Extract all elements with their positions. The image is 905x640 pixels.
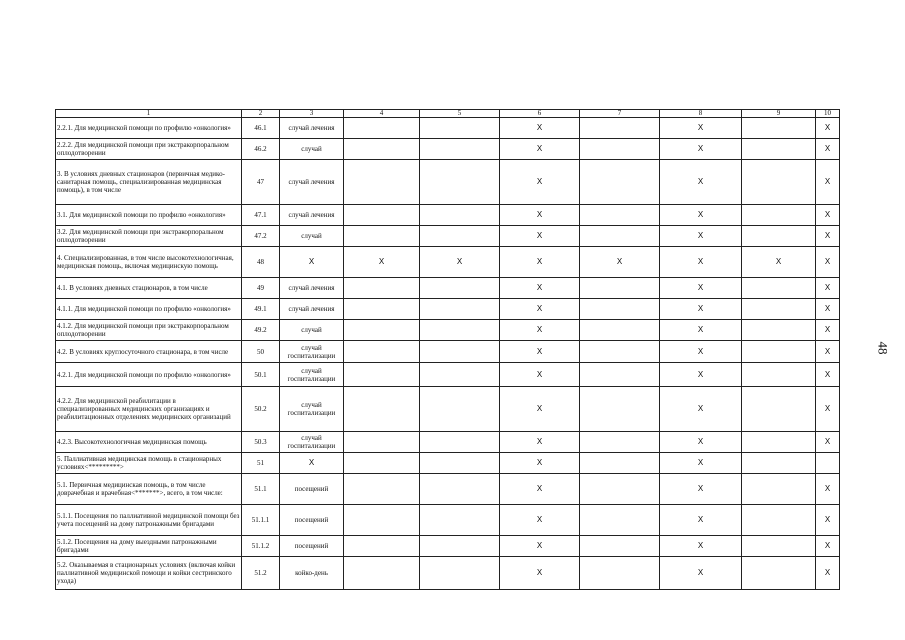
table-cell: X [500,387,580,432]
table-cell [420,505,500,536]
table-cell: 51.1 [242,474,280,505]
table-cell [742,505,816,536]
table-cell [344,341,420,363]
table-cell: X [500,299,580,320]
table-cell [344,139,420,160]
table-row [56,505,840,536]
table-cell [420,118,500,139]
table-cell: 3.2. Для медицинской помощи при экстракорпоральном оплодотворении [56,226,242,247]
table-cell: случай [280,320,344,341]
table-cell [344,278,420,299]
table-cell [580,453,660,474]
table-cell: 50 [242,341,280,363]
table-cell: X [816,387,840,432]
table-cell: койко-день [280,557,344,590]
table-cell: X [500,536,580,557]
table-cell: X [816,536,840,557]
table-cell: X [816,363,840,387]
table-cell [344,299,420,320]
table-cell: 4. Специализированная, в том числе высокотехнологичная, медицинская помощь, включая медицинскую помощь [56,247,242,278]
table-cell: 4.2.2. Для медицинской реабилитации в специализированных медицинских организациях и реабилитационных отделениях медицинских организаций [56,387,242,432]
table-cell: 51 [242,453,280,474]
table-cell: X [816,505,840,536]
table-cell: 51.1.2 [242,536,280,557]
table-cell: случай госпитализации [280,432,344,453]
table-row [56,118,840,139]
table-cell: X [660,160,742,205]
table-cell: 4.2.3. Высокотехнологичная медицинская помощь [56,432,242,453]
table-cell [420,320,500,341]
table-cell [742,474,816,505]
header-cell-1: 1 [56,110,242,118]
table-cell [580,299,660,320]
table-cell [344,205,420,226]
table-cell [344,474,420,505]
table-cell: X [500,205,580,226]
table-cell: X [420,247,500,278]
table-cell: X [280,247,344,278]
table-cell [420,226,500,247]
table-cell: X [816,226,840,247]
table-row [56,387,840,432]
table-cell: посещений [280,536,344,557]
table-cell: 4.1.1. Для медицинской помощи по профилю «онкология» [56,299,242,320]
table-cell [420,139,500,160]
table-row [56,320,840,341]
table-cell [420,363,500,387]
table-cell: X [500,320,580,341]
table-cell [580,557,660,590]
table-cell: X [500,453,580,474]
table-cell [344,505,420,536]
table-cell: X [500,278,580,299]
table-cell [420,453,500,474]
table-cell [580,320,660,341]
table-cell: 4.2.1. Для медицинской помощи по профилю «онкология» [56,363,242,387]
table-cell: X [660,505,742,536]
table-row [56,363,840,387]
table-cell: 47 [242,160,280,205]
table-cell: случай [280,139,344,160]
table-cell: случай госпитализации [280,363,344,387]
table-cell [742,139,816,160]
table-cell [742,320,816,341]
table-cell: X [660,432,742,453]
table-cell: X [816,205,840,226]
table-row [56,278,840,299]
header-cell-3: 3 [280,110,344,118]
table-cell [344,363,420,387]
table-cell: X [660,474,742,505]
table-cell [420,278,500,299]
table-cell: X [500,341,580,363]
table-cell [742,278,816,299]
table-cell: 5.1. Первичная медицинская помощь, в том числе доврачебная и врачебная<*******>, всего, в том числе: [56,474,242,505]
table-row [56,299,840,320]
table-cell [420,536,500,557]
table-cell: случай госпитализации [280,387,344,432]
table-cell: X [660,387,742,432]
table-cell: случай лечения [280,160,344,205]
table-cell: 47.1 [242,205,280,226]
table-cell: X [660,320,742,341]
table-cell: X [500,226,580,247]
table-cell: посещений [280,474,344,505]
table-cell [742,205,816,226]
table-cell [580,536,660,557]
table-row [56,474,840,505]
table-cell: X [500,474,580,505]
table-row [56,453,840,474]
table-cell: X [816,320,840,341]
table-cell: X [500,557,580,590]
document-table [55,109,840,590]
table-cell [420,205,500,226]
table-cell: X [660,557,742,590]
table-cell: 50.1 [242,363,280,387]
table-cell [580,505,660,536]
table-cell [742,160,816,205]
header-cell-2: 2 [242,110,280,118]
table-cell [742,432,816,453]
table-cell: 51.1.1 [242,505,280,536]
table-row [56,341,840,363]
table-cell: X [660,363,742,387]
table-cell: X [660,118,742,139]
table-row [56,247,840,278]
table-cell [580,226,660,247]
table-cell: X [816,432,840,453]
header-cell-8: 8 [660,110,742,118]
header-cell-5: 5 [420,110,500,118]
table-row [56,139,840,160]
table-cell [742,341,816,363]
table-cell [344,118,420,139]
table-cell [742,453,816,474]
table-cell: 49.2 [242,320,280,341]
table-cell [420,557,500,590]
table-cell: X [816,118,840,139]
table-cell [580,474,660,505]
table-cell [344,557,420,590]
table-cell: 51.2 [242,557,280,590]
table-cell: 46.2 [242,139,280,160]
table-cell [420,299,500,320]
table-row [56,557,840,590]
header-cell-6: 6 [500,110,580,118]
table-cell [420,160,500,205]
table-cell: X [816,278,840,299]
table-cell [580,278,660,299]
table-cell: X [816,160,840,205]
table-cell: 5. Паллиативная медицинская помощь в стационарных условиях<*********> [56,453,242,474]
table-cell [344,226,420,247]
table-cell [580,139,660,160]
table-cell: случай лечения [280,278,344,299]
table-cell: X [500,505,580,536]
table-cell: случай госпитализации [280,341,344,363]
table-cell [420,432,500,453]
header-cell-4: 4 [344,110,420,118]
table-cell: X [660,139,742,160]
table-cell: 2.2.2. Для медицинской помощи при экстракорпоральном оплодотворении [56,139,242,160]
table-cell: X [660,453,742,474]
table-cell: 5.1.2. Посещения на дому выездными патронажными бригадами [56,536,242,557]
table-cell: X [500,160,580,205]
table-cell [344,320,420,341]
table-cell [742,387,816,432]
table-cell [742,299,816,320]
table-row [56,160,840,205]
table-cell [344,160,420,205]
table-cell: случай лечения [280,299,344,320]
table-cell: X [500,139,580,160]
table-cell: 5.2. Оказываемая в стационарных условиях (включая койки паллиативной медицинской помощи и койки сестринского ухода) [56,557,242,590]
table-cell [580,432,660,453]
table-cell [580,341,660,363]
table-cell: 49 [242,278,280,299]
table-cell: 48 [242,247,280,278]
table-cell [742,536,816,557]
table-cell: 3. В условиях дневных стационаров (первичная медико-санитарная помощь, специализированная медицинская помощь), в том числе [56,160,242,205]
table-cell [344,387,420,432]
table-cell [344,536,420,557]
table-cell: случай лечения [280,118,344,139]
table-cell [420,341,500,363]
table-cell: X [500,432,580,453]
table-cell: 4.1.2. Для медицинской помощи при экстракорпоральном оплодотворении [56,320,242,341]
table-cell [344,453,420,474]
table-cell [580,118,660,139]
table-cell: 47.2 [242,226,280,247]
table-cell: 49.1 [242,299,280,320]
table-cell: 4.2. В условиях круглосуточного стационара, в том числе [56,341,242,363]
page-number: 48 [875,341,891,355]
table-cell [742,226,816,247]
header-row [56,110,840,118]
table-cell [580,160,660,205]
table-cell: X [816,299,840,320]
table-cell: 2.2.1. Для медицинской помощи по профилю «онкология» [56,118,242,139]
table-row [56,432,840,453]
table-cell: X [816,341,840,363]
table-cell [742,557,816,590]
table-cell: X [580,247,660,278]
table-cell: 50.2 [242,387,280,432]
table-cell [742,363,816,387]
table-cell: X [660,536,742,557]
table-cell: случай [280,226,344,247]
table-cell [742,118,816,139]
table-cell: X [742,247,816,278]
table-cell: 50.3 [242,432,280,453]
table-body [56,110,840,590]
table-cell: 3.1. Для медицинской помощи по профилю «онкология» [56,205,242,226]
table-cell: X [280,453,344,474]
table-cell: X [816,139,840,160]
table-cell: X [660,278,742,299]
table-cell: X [660,226,742,247]
table-cell: 5.1.1. Посещения по паллиативной медицинской помощи без учета посещений на дому патронажными бригадами [56,505,242,536]
table-cell: X [660,247,742,278]
table-cell [344,432,420,453]
table-cell [580,205,660,226]
table-cell [420,474,500,505]
table-cell [816,453,840,474]
table-cell: 4.1. В условиях дневных стационаров, в том числе [56,278,242,299]
table-cell: случай лечения [280,205,344,226]
table-cell: X [660,341,742,363]
table-cell: X [816,474,840,505]
table-cell [420,387,500,432]
table-cell: посещений [280,505,344,536]
header-cell-10: 10 [816,110,840,118]
table-cell: X [500,118,580,139]
table-cell: X [500,363,580,387]
table-cell: X [816,247,840,278]
table-row [56,536,840,557]
table-row [56,205,840,226]
table-cell: X [816,557,840,590]
table-cell: X [660,299,742,320]
table-cell: X [660,205,742,226]
table-cell: 46.1 [242,118,280,139]
table-cell [580,387,660,432]
table-cell [580,363,660,387]
table-cell: X [344,247,420,278]
table-row [56,226,840,247]
table-cell: X [500,247,580,278]
header-cell-7: 7 [580,110,660,118]
header-cell-9: 9 [742,110,816,118]
